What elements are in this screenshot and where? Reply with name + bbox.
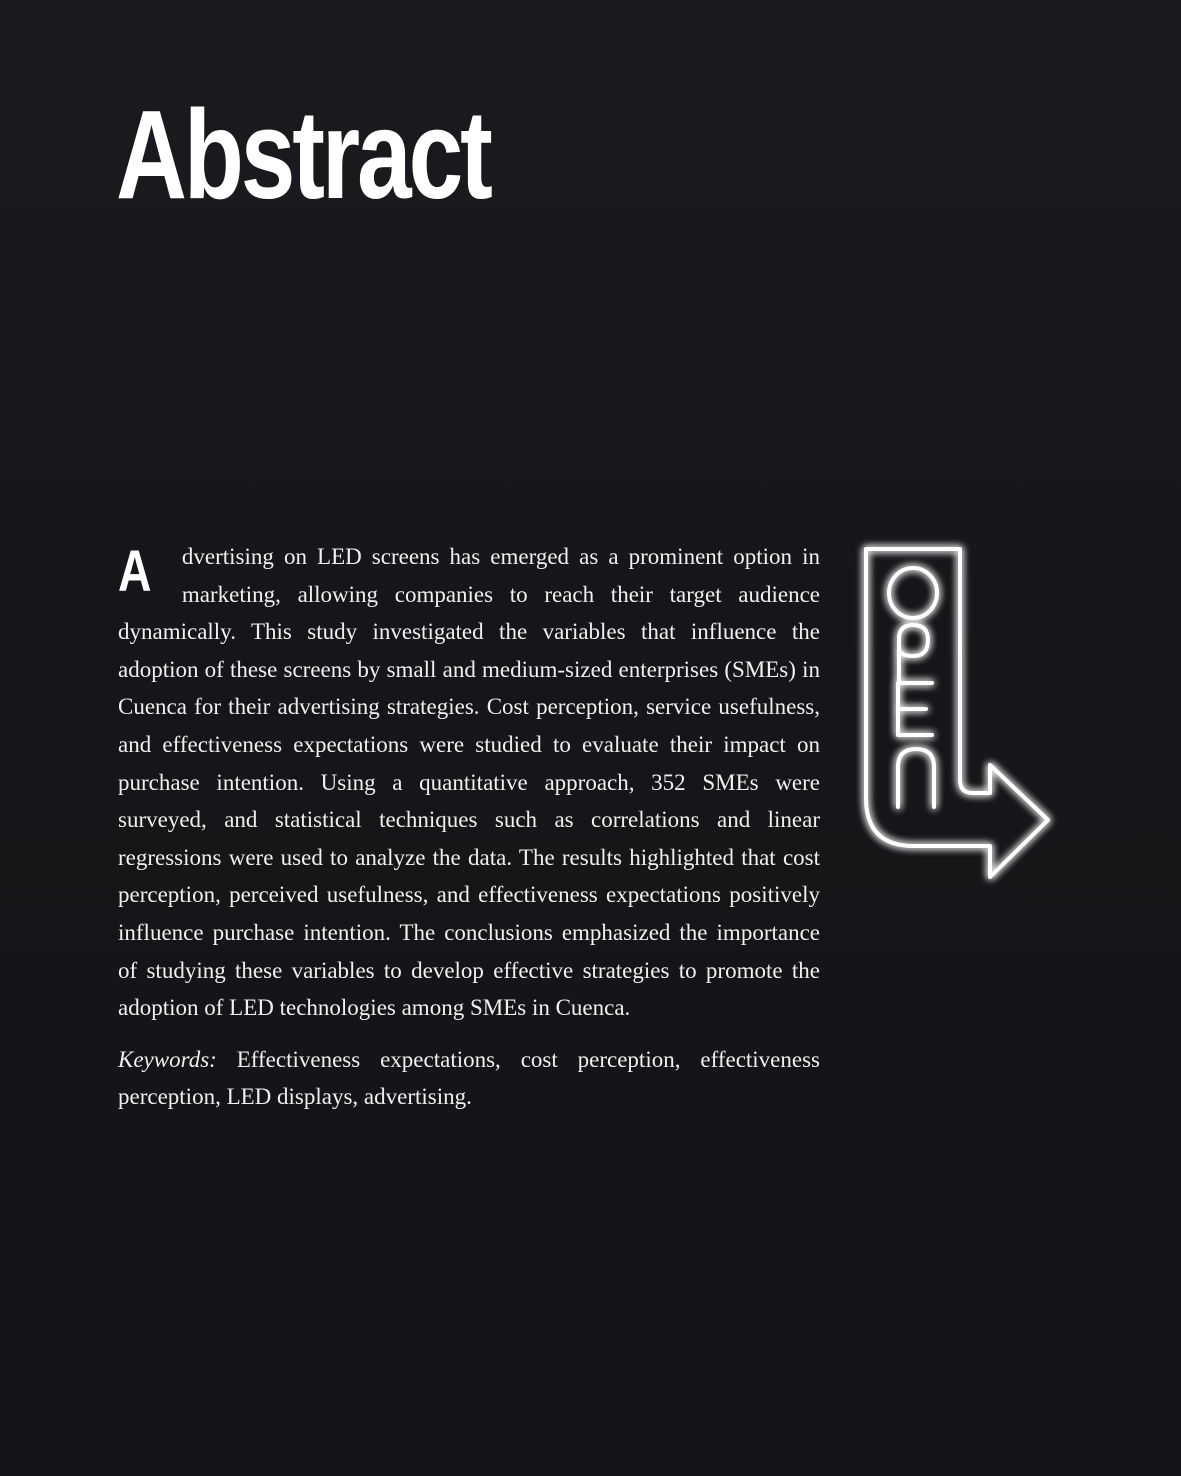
keywords-text: Effectiveness expectations, cost perception, effectiveness perception, LED displays, advertising. bbox=[118, 1046, 820, 1110]
neon-letter-e bbox=[898, 683, 932, 735]
keywords bbox=[118, 1041, 820, 1116]
abstract-section bbox=[118, 538, 820, 1116]
neon-letter-n bbox=[898, 749, 934, 807]
neon-open-sign-icon bbox=[850, 535, 1065, 895]
neon-letter-o bbox=[889, 568, 937, 618]
neon-letter-p bbox=[899, 625, 928, 680]
drop-cap: A bbox=[118, 539, 152, 604]
abstract-text: dvertising on LED screens has emerged as a prominent option in marketing, allowing companies to reach their target audience dynamically. This study investigated the variables that influence the adoption of these screens by small and medium-sized enterprises (SMEs) in Cuenca for their advertising strategies. Cost perception, service usefulness, and effectiveness expectations were studied to evaluate their impact on purchase intention. Using a quantitative approach, 352 SMEs were surveyed, and statistical techniques such as correlations and linear regressions were used to analyze the data. The results highlighted that cost perception, perceived usefulness, and effectiveness expectations positively influence purchase intention. The conclusions emphasized the importance of studying these variables to develop effective strategies to promote the adoption of LED technologies among SMEs in Cuenca. bbox=[118, 544, 820, 1021]
neon-arrow-outline bbox=[866, 549, 1048, 877]
page-title: Abstract bbox=[116, 84, 490, 225]
keywords-label: Keywords: bbox=[118, 1046, 217, 1072]
abstract-body bbox=[118, 538, 820, 1027]
